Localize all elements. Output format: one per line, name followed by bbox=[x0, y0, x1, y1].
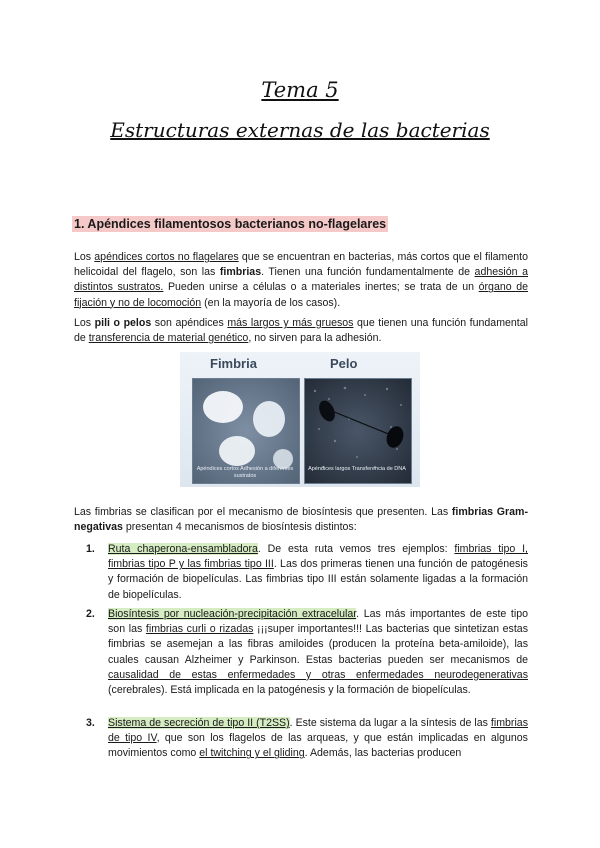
figure-label-pelo: Pelo bbox=[330, 356, 358, 371]
page-subtitle: Estructuras externas de las bacterias bbox=[110, 118, 490, 142]
list-number: 2. bbox=[86, 608, 95, 620]
figure-caption-pelo: Apéndices largos Transferencia de DNA bbox=[308, 466, 406, 472]
paragraph-fimbrias: Los apéndices cortos no flagelares que se encuentran en bacterias, más cortos que el filamento helicoidal del flagelo, son las fimbrias. Tienen una función fundamentalmente de adhesión a distintos sustratos. Pueden unirse a células o a materiales inertes; se trata de un órgano de fijación y no de locomoción (en la mayoría de los casos). bbox=[74, 251, 528, 309]
list-item: 3. Sistema de secreción de tipo II (T2SS). Este sistema da lugar a la síntesis de las fimbrias de tipo IV, que son los flagelos de las arqueas, y que están implicadas en algunos movimientos como el twitching y el gliding. Además, las bacterias producen bbox=[86, 717, 528, 760]
fimbria-pelo-figure bbox=[180, 352, 420, 487]
list-number: 1. bbox=[86, 543, 95, 555]
list-number: 3. bbox=[86, 717, 95, 729]
paragraph-pili: Los pili o pelos son apéndices más largos y más gruesos que tienen una función fundamental de transferencia de material genético, no sirven para la adhesión. bbox=[74, 317, 528, 345]
figure-caption-fimbria: Apéndices cortos Adhesión a diferentes sustratos bbox=[196, 466, 294, 479]
figure-label-fimbria: Fimbria bbox=[210, 356, 257, 371]
page-title: Tema 5 bbox=[261, 78, 339, 102]
list-item: 1. Ruta chaperona-ensambladora. De esta ruta vemos tres ejemplos: fimbrias tipo I, fimbrias tipo P y las fimbrias tipo III. Las dos primeras tienen una función de patogénesis y formación de biopelículas. Las fimbrias tipo III están solamente ligadas a la formación de biopelículas. bbox=[86, 543, 528, 601]
paragraph-gram-negativas: Las fimbrias se clasifican por el mecanismo de biosíntesis que presenten. Las fimbrias Gram-negativas presentan 4 mecanismos de biosíntesis distintos: bbox=[74, 506, 528, 534]
list-item: 2. Biosíntesis por nucleación-precipitación extracelular. Las más importantes de este tipo son las fimbrias curli o rizadas ¡¡¡super importantes!!! Las bacterias que sintetizan estas fimbrias se asemejan a las fibras amiloides (producen la proteína beta-amiloide), las cuales causan Alzheimer y Parkinson. Estas bacterias pueden ser mecanismos de causalidad de estas enfermedades y otras enfermedades neurodegenerativas (cerebrales). Está implicada en la patogénesis y la formación de biopelículas. bbox=[86, 608, 528, 697]
section-heading: 1. Apéndices filamentosos bacterianos no-flagelares bbox=[74, 217, 387, 231]
